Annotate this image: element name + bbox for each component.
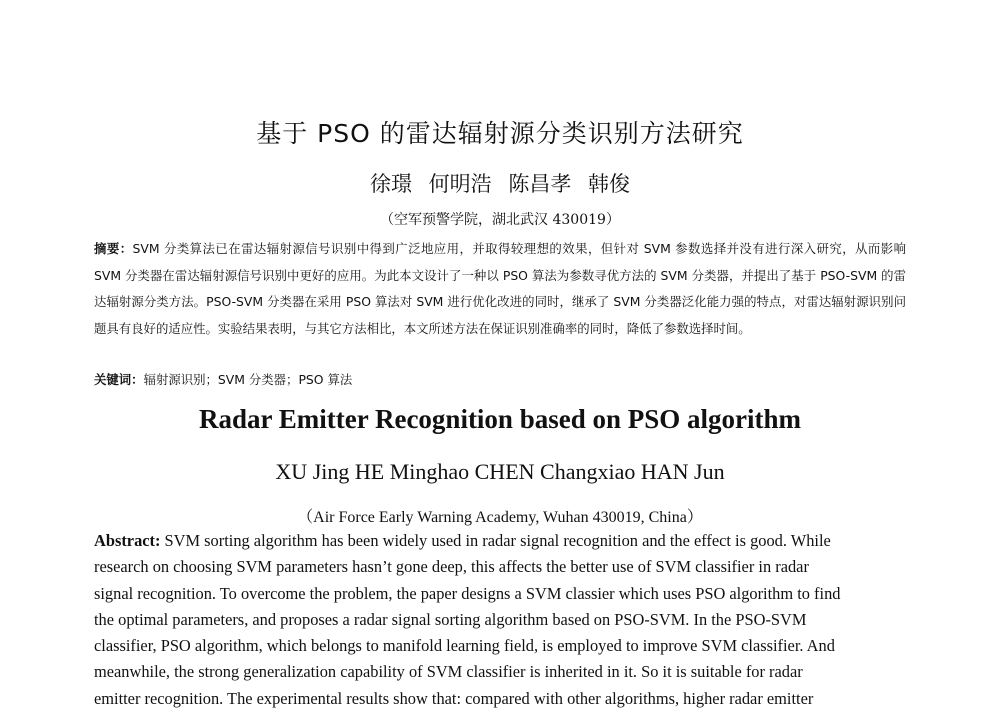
chinese-keywords: [94, 369, 906, 391]
english-abstract-line: Abstract: SVM sorting algorithm has been widely used in radar signal recognition and the effect is good. While: [94, 531, 831, 550]
english-abstract-line: meanwhile, the strong generalization capability of SVM classifier is inherited in it. So it is suitable for radar: [94, 662, 803, 682]
chinese-authors: 徐璟 何明浩 陈昌孝 韩俊: [369, 172, 631, 196]
chinese-abstract-label: 摘要：: [94, 241, 133, 256]
english-abstract-line: emitter recognition. The experimental results show that: compared with other algorithms, higher radar emitter: [94, 688, 814, 708]
english-authors: XU Jing HE Minghao CHEN Changxiao HAN Jun: [275, 459, 725, 484]
chinese-keywords-label: 关键词：: [94, 372, 144, 387]
english-abstract-line: the optimal parameters, and proposes a radar signal sorting algorithm based on PSO-SVM. In the PSO-SVM: [94, 609, 807, 629]
chinese-abstract: [94, 236, 906, 342]
chinese-keywords-text: 辐射源识别；SVM 分类器；PSO 算法: [143, 372, 353, 387]
english-abstract-line: classifier, PSO algorithm, which belongs to manifold learning field, is employed to improve SVM classifier. And: [94, 636, 835, 656]
chinese-title: 基于 PSO 的雷达辐射源分类识别方法研究: [256, 119, 744, 148]
chinese-abstract-text: SVM 分类算法已在雷达辐射源信号识别中得到广泛地应用，并取得较理想的效果，但针对 SVM 参数选择并没有进行深入研究，从而影响 SVM 分类器在雷达辐射源信号识别中更好的应用。为此本文设计了一种以 PSO 算法为参数寻优方法的 SVM 分类器，并提出了基于 PSO-SVM 的雷达辐射源分类方法。PSO-SVM 分类器在采用 PSO 算法对 SVM 进行优化改进的同时，继承了 SVM 分类器泛化能力强的特点，对雷达辐射源识别问题具有良好的适应性。实验结果表明，与其它方法相比，本文所述方法在保证识别准确率的同时，降低了参数选择时间。: [94, 241, 906, 336]
english-abstract: [94, 528, 906, 712]
chinese-affiliation: （空军预警学院，湖北武汉 430019）: [380, 212, 620, 228]
english-title: Radar Emitter Recognition based on PSO algorithm: [198, 404, 801, 434]
english-abstract-label: Abstract:: [94, 531, 161, 550]
english-abstract-line: research on choosing SVM parameters hasn’t gone deep, this affects the better use of SVM classifier in radar: [94, 557, 809, 577]
english-abstract-line: signal recognition. To overcome the problem, the paper designs a SVM classier which uses PSO algorithm to find: [94, 583, 841, 603]
english-affiliation: （Air Force Early Warning Academy, Wuhan 430019, China）: [297, 509, 703, 526]
